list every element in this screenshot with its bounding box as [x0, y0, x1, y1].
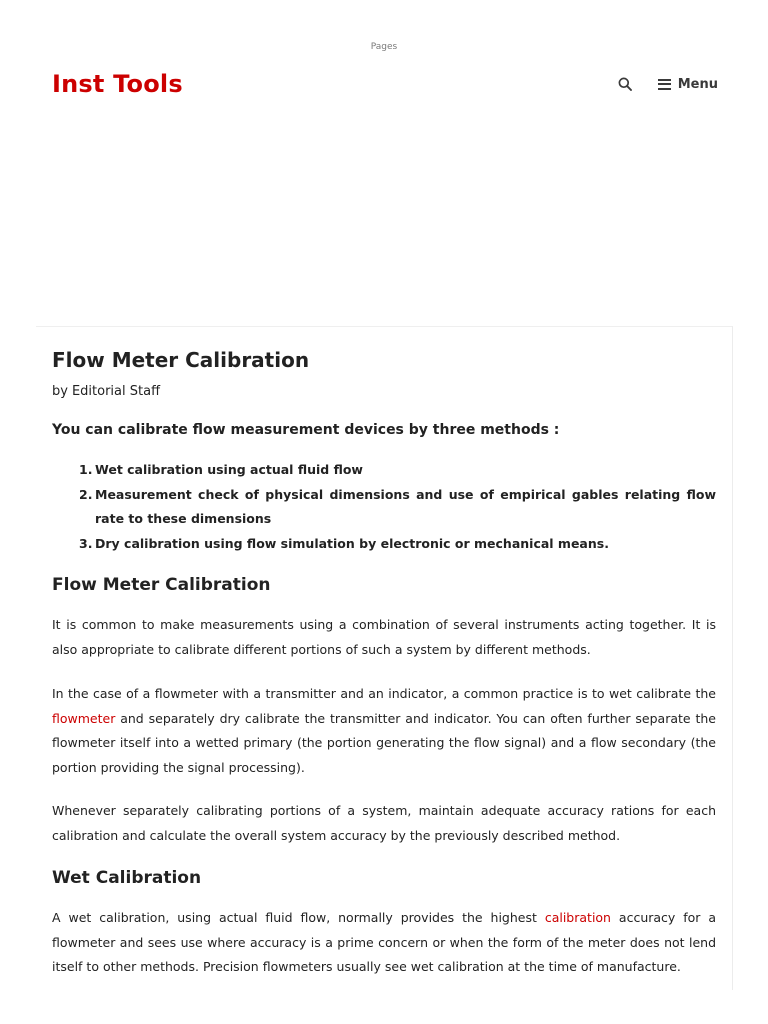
menu-button[interactable] — [658, 77, 718, 92]
paragraph-text: and separately dry calibrate the transmitter and indicator. You can often further separate the flowmeter itself into a wetted primary (the portion generating the flow signal) and a flow secondary (the portion providing the signal processing). — [52, 710, 716, 775]
hamburger-icon — [658, 79, 671, 90]
methods-list — [79, 458, 716, 556]
list-number: 1. — [79, 462, 93, 477]
search-button[interactable] — [614, 73, 636, 95]
intro-text: You can calibrate flow measurement devices by three methods : — [52, 422, 560, 438]
author-name[interactable]: Editorial Staff — [71, 384, 161, 399]
list-item-text: Dry calibration using flow simulation by electronic or mechanical means. — [95, 535, 609, 551]
search-icon — [618, 77, 632, 91]
flowmeter-link[interactable]: flowmeter — [52, 710, 116, 726]
paragraph — [52, 906, 716, 980]
page-title: Flow Meter Calibration — [52, 348, 310, 372]
paragraph-text: accuracy for a flowmeter and sees use where accuracy is a prime concern or when the form of the meter does not lend itself to other methods. Precision flowmeters usually see wet calibration at the time of manufacture. — [52, 910, 716, 974]
section-heading-wet-calibration: Wet Calibration — [52, 868, 202, 888]
article-card — [36, 326, 733, 990]
byline — [52, 384, 160, 399]
ad-placeholder — [36, 120, 732, 320]
site-logo[interactable]: Inst Tools — [52, 70, 183, 98]
list-item-text: Measurement check of physical dimensions and use of empirical gables relating flow rate to these dimensions — [95, 486, 716, 526]
header-nav — [614, 73, 718, 95]
list-number: 2. — [79, 486, 93, 502]
list-item — [79, 458, 716, 483]
top-bar-label[interactable]: Pages — [370, 42, 398, 52]
list-item-text: Wet calibration using actual fluid flow — [95, 462, 363, 477]
section-heading-flow-meter-calibration: Flow Meter Calibration — [52, 575, 271, 595]
list-item — [79, 532, 716, 557]
menu-label: Menu — [677, 76, 718, 92]
paragraph: Whenever separately calibrating portions of a system, maintain adequate accuracy rations for each calibration and calculate the overall system accuracy by the previously described method. — [52, 803, 716, 843]
calibration-link[interactable]: calibration — [544, 910, 611, 925]
paragraph — [52, 682, 716, 780]
byline-prefix: by — [52, 384, 68, 399]
paragraph-text: In the case of a flowmeter with a transmitter and an indicator, a common practice is to wet calibrate the — [52, 686, 716, 701]
list-item — [79, 483, 716, 532]
paragraph: It is common to make measurements using a combination of several instruments acting together. It is also appropriate to calibrate different portions of such a system by different methods. — [52, 617, 716, 657]
list-number: 3. — [79, 535, 93, 551]
paragraph-text: A wet calibration, using actual fluid flow, normally provides the highest — [52, 910, 545, 925]
site-header — [52, 64, 718, 104]
